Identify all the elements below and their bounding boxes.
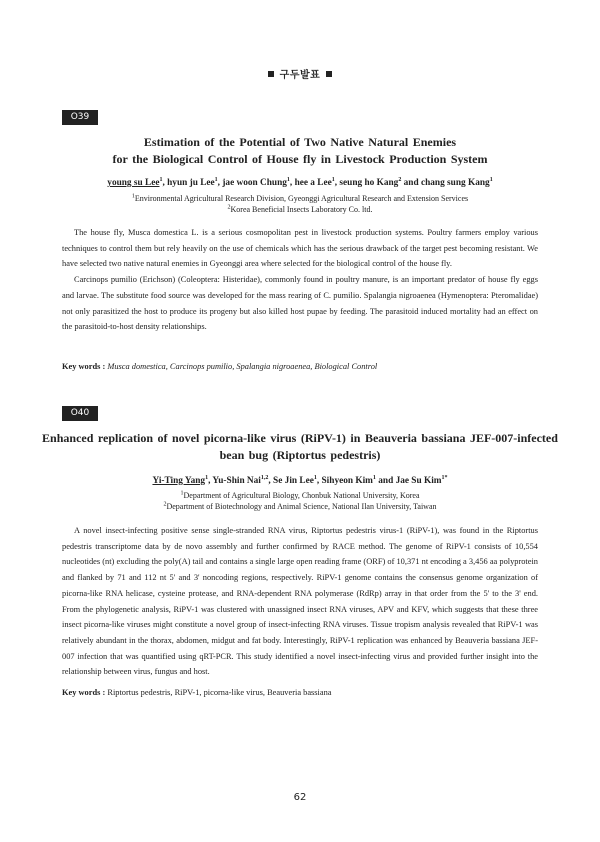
abstract-paragraph: A novel insect-infecting positive sense single-stranded RNA virus, Riptortus pedestris virus-1 (RiPV-1), was found in the Riptortus pedestris transcriptome data by de novo assembly and further confirmed by RACE method. The genome of RiPV-1 consists of 10,554 nucleotides (nt) excluding the poly(A) tail and contains a single large open reading frame (ORF) of 10,371 nt encoding a 3,456 aa polyprotein and flanked by 71 and 112 nt 5' and 3' noncoding regions, respectively. RiPV-1 genome contains the consensus genome organization of picorna-like RNA helicase, cysteine protease, and RNA-dependent RNA polymerase (RdRp) array in that order from the 5' to the 3' end. From the phylogenetic analysis, RiPV-1 was clustered with unassigned insect RNA viruses, APV and KFV, which suggests that these three insect picorna-like viruses might constitute a novel group of insect-infecting RNA viruses. Tissue tropism analysis revealed that RiPV-1 was relatively abundant in the thorax, abdomen, midgut and fat body. Interestingly, RiPV-1 replication was enhanced by Beauveria bassiana JEF-007 infection that was quantified using qRT-PCR. This study identified a novel insect-infecting virus and provided further insight into the relationship between virus, fungus and host.: [62, 526, 538, 677]
author: chang sung Kang: [420, 178, 490, 188]
abstract-title-line: Estimation of the Potential of Two Native Natural Enemies: [143, 135, 457, 149]
abstract-body: [62, 523, 538, 680]
author: hee a Lee: [294, 178, 332, 188]
section-header: [0, 66, 600, 81]
author: seung ho Kang: [339, 178, 399, 188]
author: Jae Su Kim: [395, 476, 442, 486]
affiliations: [40, 490, 560, 512]
abstract-title-line: Enhanced replication of novel picorna-like virus (RiPV-1) in Beauveria bassiana JEF-007-infected: [42, 431, 558, 445]
author-list: Yi-Ting Yang$^1$, Yu-Shin Nai$^{1,2}$, Se Jin Lee$^1$, Sihyeon Kim$^1$ and Jae Su Kim$^{1*}$: [152, 474, 448, 486]
page-number: 62: [293, 792, 307, 803]
presenting-author: young su Lee: [107, 178, 160, 188]
author: jae woon Chung: [222, 178, 287, 188]
author: Se Jin Lee: [273, 476, 314, 486]
keywords: [62, 362, 538, 371]
author: hyun ju Lee: [167, 178, 215, 188]
keywords: [62, 688, 538, 697]
abstract-paragraph: Carcinops pumilio (Erichson) (Coleoptera: Histeridae), commonly found in poultry manure, is an important predator of house fly eggs and larvae. The substitute food source was developed for the mass rearing of C. pumilio. Spalangia nigroaenea (Hymenoptera: Pteromalidae) not only parasitized the host to produce its progeny but also killed host pupae by feeding. The parasitoid induced mortality had an effect on the parasitoid-to-host density relationships.: [62, 275, 538, 332]
square-bullet-icon: [268, 71, 274, 77]
affiliation: $^1$Environmental Agricultural Research Division, Gyeonggi Agricultural Research and Extension Services: [131, 193, 469, 203]
abstract-code-badge: O40: [62, 406, 98, 421]
affiliation: $^1$Department of Agricultural Biology, Chonbuk National University, Korea: [180, 490, 420, 500]
affiliation: $^2$Department of Biotechnology and Animal Science, National Ilan University, Taiwan: [163, 501, 437, 511]
presenting-author: Yi-Ting Yang: [152, 476, 206, 486]
square-bullet-icon: [326, 71, 332, 77]
keywords-label: Key words :: [62, 688, 106, 697]
author-list: young su Lee$^1$, hyun ju Lee$^1$, jae woon Chung$^1$, hee a Lee$^1$, seung ho Kang$^2$ and chang sung Kang$^1$: [107, 176, 493, 188]
author: Yu-Shin Nai: [212, 476, 261, 486]
abstract-paragraph: The house fly, Musca domestica L. is a serious cosmopolitan pest in livestock production systems. Poultry farmers employ various techniques to control them but rely heavily on the use of chemicals which has the serious drawback of the target pest becoming resistant. We have selected two native natural enemies in Gyeonggi area where selected for the biological control of the house fly.: [62, 228, 538, 269]
section-header-label: 구두발표: [279, 70, 321, 81]
abstract-body: [62, 225, 538, 335]
abstract-title-line: for the Biological Control of House fly in Livestock Production System: [112, 152, 488, 166]
abstract-code-badge: O39: [62, 110, 98, 125]
abstract-title-line: bean bug (Riptortus pedestris): [219, 448, 381, 462]
abstract-title: [40, 430, 560, 464]
affiliations: [40, 193, 560, 215]
abstract-title: [40, 134, 560, 168]
affiliation: $^2$Korea Beneficial Insects Laboratory Co. ltd.: [227, 204, 373, 214]
keywords-label: Key words :: [62, 362, 106, 371]
author: Sihyeon Kim: [321, 476, 373, 486]
keywords-text: Musca domestica, Carcinops pumilio, Spalangia nigroaenea, Biological Control: [107, 362, 378, 371]
keywords-text: Riptortus pedestris, RiPV-1, picorna-like virus, Beauveria bassiana: [107, 688, 332, 697]
